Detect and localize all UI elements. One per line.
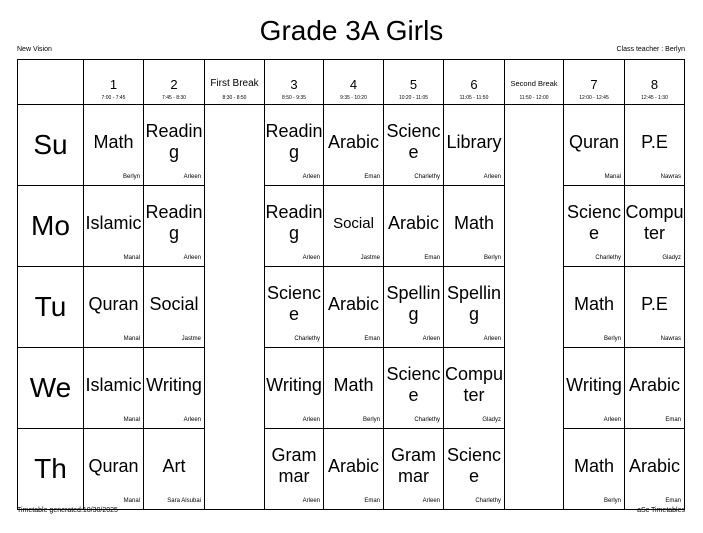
subject-name: Social: [333, 214, 374, 232]
teacher-name: Eman: [364, 336, 380, 342]
lesson-cell: [144, 105, 205, 186]
day-label: Mo: [18, 186, 84, 267]
period-time: 8:50 - 9:35: [282, 95, 306, 101]
subject-name: P.E: [641, 293, 668, 314]
period-number: 3: [290, 76, 298, 92]
period-number: 7: [590, 76, 598, 92]
subject-name: Quran: [88, 293, 139, 314]
lesson-cell: [265, 267, 324, 348]
lesson-cell: [84, 348, 144, 429]
lesson-cell: [625, 105, 685, 186]
break-label: Second Break: [510, 78, 558, 88]
teacher-name: Charlethy: [475, 498, 501, 504]
corner-cell: [18, 60, 84, 105]
lesson-cell: [384, 348, 444, 429]
teacher-name: Arleen: [483, 336, 501, 342]
day-label: Tu: [18, 267, 84, 348]
teacher-name: Berlyn: [362, 417, 380, 423]
subject-name: Quran: [568, 131, 620, 152]
lesson-cell: [324, 429, 384, 510]
lesson-cell: [144, 186, 205, 267]
period-number: 2: [170, 76, 178, 92]
teacher-name: Charlethy: [595, 255, 621, 261]
subject-name: Social: [149, 293, 199, 314]
subject-name: Spelling: [386, 283, 441, 324]
period-header: [564, 60, 625, 105]
teacher-name: Berlyn: [483, 255, 501, 261]
lesson-cell: [384, 105, 444, 186]
break-header: [205, 60, 265, 105]
period-header: [444, 60, 505, 105]
lesson-cell: [625, 429, 685, 510]
lesson-cell: [625, 267, 685, 348]
lesson-cell: [625, 348, 685, 429]
teacher-name: Arleen: [183, 417, 201, 423]
teacher-name: Arleen: [603, 417, 621, 423]
subject-name: Islamic: [85, 212, 142, 233]
period-number: 6: [470, 76, 478, 92]
first-break-column: [205, 105, 265, 510]
subject-name: Science: [566, 202, 622, 243]
subject-name: Math: [573, 455, 615, 476]
teacher-name: Manal: [123, 498, 140, 504]
teacher-name: Nawras: [660, 174, 681, 180]
day-row: [18, 105, 685, 186]
lesson-cell: [324, 186, 384, 267]
lesson-cell: [625, 186, 685, 267]
subject-name: Arabic: [327, 455, 380, 476]
break-label: First Break: [210, 77, 259, 89]
day-row: [18, 429, 685, 510]
lesson-cell: [444, 105, 505, 186]
day-label: We: [18, 348, 84, 429]
teacher-name: Jastme: [360, 255, 380, 261]
lesson-cell: [444, 429, 505, 510]
lesson-cell: [384, 186, 444, 267]
lesson-cell: [144, 429, 205, 510]
brand-credit: aSc Timetables: [637, 507, 685, 514]
subject-name: Art: [162, 455, 186, 476]
period-time: 7:45 - 8:30: [162, 95, 186, 101]
lesson-cell: [265, 429, 324, 510]
teacher-name: Arleen: [422, 498, 440, 504]
subject-name: Science: [266, 283, 322, 324]
teacher-name: Arleen: [302, 498, 320, 504]
teacher-name: Sara Alsubai: [167, 498, 201, 504]
teacher-name: Arleen: [302, 417, 320, 423]
period-header: [625, 60, 685, 105]
subject-name: Arabic: [387, 212, 440, 233]
teacher-name: Manal: [123, 255, 140, 261]
break-time: 8:30 - 8:50: [222, 95, 247, 101]
subject-name: Math: [573, 293, 615, 314]
lesson-cell: [144, 348, 205, 429]
subject-name: Arabic: [628, 455, 681, 476]
teacher-name: Gladyz: [482, 417, 501, 423]
lesson-cell: [84, 105, 144, 186]
period-header: [144, 60, 205, 105]
period-time: 12:00 - 12:45: [579, 95, 609, 101]
period-header-row: [18, 60, 685, 105]
subject-name: Writing: [266, 374, 322, 395]
period-header: [384, 60, 444, 105]
subject-name: Arabic: [327, 293, 380, 314]
lesson-cell: [265, 186, 324, 267]
lesson-cell: [324, 348, 384, 429]
period-time: 10:20 - 11:05: [398, 95, 429, 101]
subject-name: Math: [453, 212, 495, 233]
lesson-cell: [564, 186, 625, 267]
break-time: 11:50 - 12:00: [519, 95, 549, 101]
lesson-cell: [84, 429, 144, 510]
lesson-cell: [324, 105, 384, 186]
teacher-name: Charlethy: [414, 417, 440, 423]
break-header: [505, 60, 564, 105]
subject-name: Library: [446, 131, 502, 152]
lesson-cell: [324, 267, 384, 348]
teacher-name: Arleen: [302, 174, 320, 180]
teacher-name: Jastme: [181, 336, 201, 342]
subject-name: Writing: [566, 374, 622, 395]
period-number: 8: [650, 76, 659, 92]
lesson-cell: [84, 186, 144, 267]
teacher-name: Berlyn: [603, 498, 621, 504]
teacher-name: Manal: [123, 417, 140, 423]
period-time: 9:35 - 10:20: [340, 95, 367, 101]
subject-name: Quran: [88, 455, 139, 476]
period-number: 4: [349, 76, 358, 92]
period-number: 1: [109, 76, 118, 92]
second-break-column: [505, 105, 564, 510]
page-title: Grade 3A Girls: [259, 15, 444, 46]
teacher-name: Arleen: [483, 174, 501, 180]
day-label: Su: [18, 105, 84, 186]
subject-name: Arabic: [628, 374, 681, 395]
teacher-name: Eman: [665, 498, 681, 504]
lesson-cell: [384, 267, 444, 348]
subject-name: Science: [386, 121, 441, 162]
lesson-cell: [84, 267, 144, 348]
lesson-cell: [384, 429, 444, 510]
period-header: [84, 60, 144, 105]
teacher-name: Arleen: [422, 336, 440, 342]
lesson-cell: [144, 267, 205, 348]
lesson-cell: [444, 267, 505, 348]
subject-name: Reading: [265, 202, 323, 243]
subject-name: Science: [446, 445, 502, 486]
teacher-name: Manal: [123, 336, 140, 342]
period-header: [324, 60, 384, 105]
teacher-name: Eman: [364, 498, 380, 504]
teacher-name: Eman: [424, 255, 440, 261]
teacher-name: Gladyz: [662, 255, 681, 261]
subject-name: Reading: [145, 202, 203, 243]
lesson-cell: [444, 186, 505, 267]
teacher-name: Eman: [665, 417, 681, 423]
lesson-cell: [564, 105, 625, 186]
teacher-name: Charlethy: [414, 174, 440, 180]
teacher-name: Nawras: [660, 336, 681, 342]
teacher-name: Arleen: [302, 255, 320, 261]
subject-name: Islamic: [85, 374, 142, 395]
school-name: New Vision: [17, 46, 52, 53]
lesson-cell: [564, 267, 625, 348]
period-number: 5: [409, 76, 418, 92]
subject-name: Computer: [625, 202, 684, 243]
generated-date: Timetable generated:10/30/2025: [17, 507, 118, 514]
subject-name: P.E: [641, 131, 668, 152]
subject-name: Spelling: [446, 283, 502, 324]
teacher-name: Arleen: [183, 255, 201, 261]
day-label: Th: [18, 429, 84, 510]
teacher-name: Berlyn: [122, 174, 140, 180]
period-time: 12:45 - 1:30: [641, 95, 668, 101]
teacher-name: Arleen: [183, 174, 201, 180]
class-teacher: Class teacher : Berlyn: [616, 46, 685, 53]
subject-name: Math: [93, 131, 134, 152]
subject-name: Math: [333, 374, 374, 395]
teacher-name: Manal: [604, 174, 621, 180]
subject-name: Reading: [265, 121, 323, 162]
subject-name: Science: [386, 364, 441, 405]
teacher-name: Charlethy: [294, 336, 320, 342]
teacher-name: Eman: [364, 174, 380, 180]
day-row: [18, 186, 685, 267]
subject-name: Reading: [145, 121, 203, 162]
subject-name: Computer: [444, 364, 504, 405]
period-time: 7:00 - 7:45: [101, 95, 126, 101]
subject-name: Writing: [146, 374, 202, 395]
lesson-cell: [444, 348, 505, 429]
lesson-cell: [564, 429, 625, 510]
lesson-cell: [564, 348, 625, 429]
subject-name: Grammar: [271, 445, 317, 486]
period-time: 11:05 - 11:50: [459, 95, 489, 101]
subject-name: Arabic: [327, 131, 380, 152]
subject-name: Grammar: [391, 445, 436, 486]
timetable: [17, 59, 685, 510]
day-row: [18, 348, 685, 429]
lesson-cell: [265, 105, 324, 186]
teacher-name: Berlyn: [603, 336, 621, 342]
period-header: [265, 60, 324, 105]
lesson-cell: [265, 348, 324, 429]
day-row: [18, 267, 685, 348]
